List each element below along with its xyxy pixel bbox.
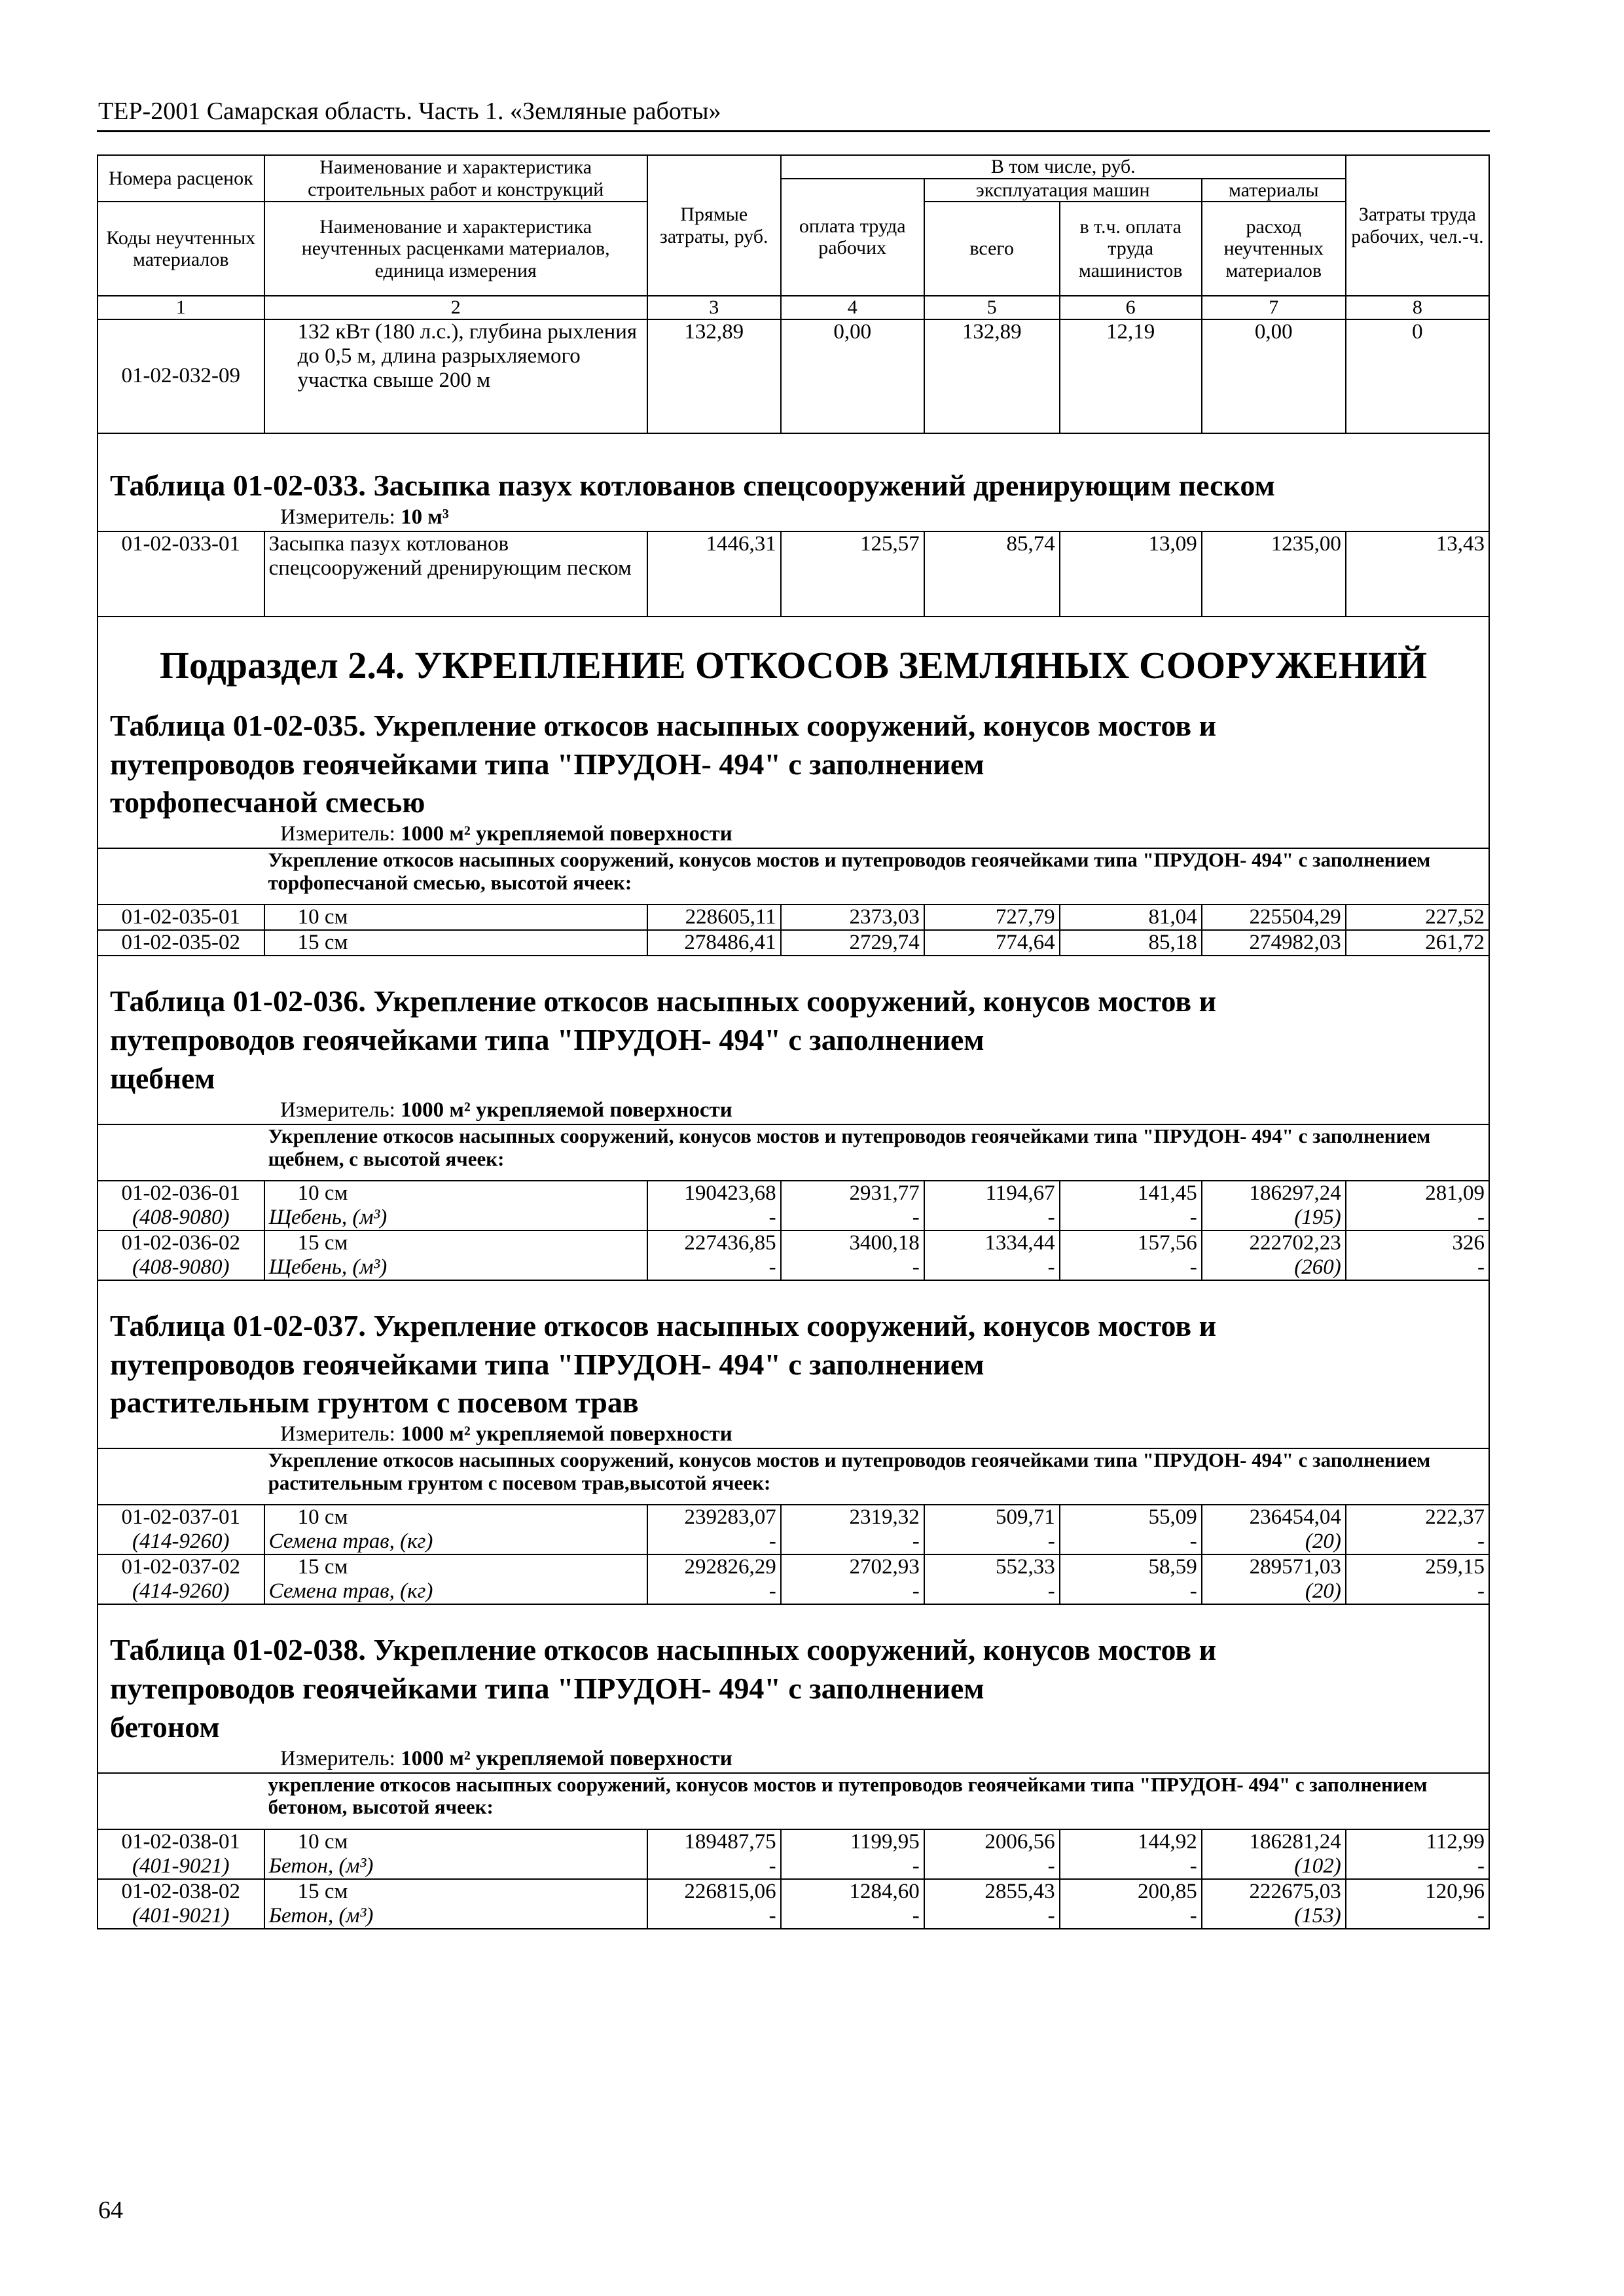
material-value: - xyxy=(647,1904,781,1929)
material-value: - xyxy=(1060,1579,1202,1604)
rate-value: 1199,95 xyxy=(781,1829,924,1854)
rate-value: 125,57 xyxy=(781,531,924,617)
table-033-section xyxy=(97,434,1490,531)
rate-name: 10 см xyxy=(264,1505,647,1530)
rate-value: 774,64 xyxy=(924,930,1060,956)
rate-value: 0,00 xyxy=(781,319,924,433)
material-name: Семена трав, (кг) xyxy=(264,1530,647,1554)
material-value: - xyxy=(647,1255,781,1280)
material-value: - xyxy=(1346,1530,1489,1554)
material-value: - xyxy=(647,1530,781,1554)
rate-value: 236454,04 xyxy=(1202,1505,1346,1530)
table-035 xyxy=(97,848,1490,956)
rate-code: 01-02-032-09 xyxy=(98,319,264,433)
rate-name: 10 см xyxy=(264,1829,647,1854)
material-value: (20) xyxy=(1202,1530,1346,1554)
table-title-cont: путепроводов геоячейками типа "ПРУДОН- 494" с заполнением xyxy=(110,1671,984,1705)
rate-value: 3400,18 xyxy=(781,1230,924,1255)
running-header: ТЕР-2001 Самарская область. Часть 1. «Земляные работы» xyxy=(98,98,721,125)
material-value: - xyxy=(924,1255,1060,1280)
table-title-number: Таблица 01-02-035. xyxy=(110,708,366,742)
material-name: Бетон, (м³) xyxy=(264,1854,647,1879)
rate-value: 85,74 xyxy=(924,531,1060,617)
rate-name: 15 см xyxy=(264,930,647,956)
measure-value: 1000 м² укрепляемой поверхности xyxy=(401,1746,732,1770)
measure-value: 1000 м² укрепляемой поверхности xyxy=(401,1098,732,1122)
measure-label: Измеритель: xyxy=(280,1422,395,1446)
table-036-section xyxy=(97,956,1490,1124)
material-name: Щебень, (м³) xyxy=(264,1206,647,1230)
rate-value: 141,45 xyxy=(1060,1181,1202,1206)
rate-value: 13,09 xyxy=(1060,531,1202,617)
rate-code: 01-02-035-01 xyxy=(98,905,264,930)
rate-value: 281,09 xyxy=(1346,1181,1489,1206)
material-value: - xyxy=(1060,1854,1202,1879)
material-value: - xyxy=(924,1904,1060,1929)
rate-value: 12,19 xyxy=(1060,319,1202,433)
rate-name: 15 см xyxy=(264,1230,647,1255)
rate-value: 2931,77 xyxy=(781,1181,924,1206)
rate-value: 0,00 xyxy=(1202,319,1346,433)
rate-code: 01-02-037-01 xyxy=(98,1505,264,1530)
table-037 xyxy=(97,1448,1490,1605)
measure-value: 10 м³ xyxy=(401,505,449,529)
material-value: - xyxy=(781,1579,924,1604)
material-value: (260) xyxy=(1202,1255,1346,1280)
material-value: - xyxy=(1346,1255,1489,1280)
table-037-section xyxy=(97,1281,1490,1448)
rate-value: 552,33 xyxy=(924,1554,1060,1579)
material-value: (102) xyxy=(1202,1854,1346,1879)
rate-value: 2319,32 xyxy=(781,1505,924,1530)
material-value: - xyxy=(924,1854,1060,1879)
table-title-line: Укрепление откосов насыпных сооружений, конусов мостов и xyxy=(373,1633,1217,1667)
rate-code: 01-02-037-02 xyxy=(98,1554,264,1579)
table-title-number: Таблица 01-02-036. xyxy=(110,984,366,1018)
rate-name: 10 см xyxy=(264,1181,647,1206)
rate-value: 228605,11 xyxy=(647,905,781,930)
rate-value: 144,92 xyxy=(1060,1829,1202,1854)
material-value: - xyxy=(647,1854,781,1879)
table-title xyxy=(98,982,1489,1021)
material-value: - xyxy=(647,1206,781,1230)
col-num: 6 xyxy=(1060,296,1202,319)
table-title-line: Укрепление откосов насыпных сооружений, конусов мостов и xyxy=(373,1308,1217,1342)
material-code: (414-9260) xyxy=(98,1530,264,1554)
rate-value: 85,18 xyxy=(1060,930,1202,956)
material-name: Семена трав, (кг) xyxy=(264,1579,647,1604)
table-title-cont: щебнем xyxy=(110,1061,215,1095)
measure xyxy=(98,1422,1489,1448)
material-value: (153) xyxy=(1202,1904,1346,1929)
material-code: (408-9080) xyxy=(98,1206,264,1230)
table-title xyxy=(98,1307,1489,1346)
rate-value: 227,52 xyxy=(1346,905,1489,930)
measure-label: Измеритель: xyxy=(280,822,395,846)
col-name-bottom: Наименование и характеристика неучтенных расценками материалов, единица измерения xyxy=(264,202,647,296)
rate-value: 1446,31 xyxy=(647,531,781,617)
rate-value: 112,99 xyxy=(1346,1829,1489,1854)
rate-value: 58,59 xyxy=(1060,1554,1202,1579)
measure xyxy=(98,1747,1489,1772)
rate-value: 227436,85 xyxy=(647,1230,781,1255)
table-title-line: Укрепление откосов насыпных сооружений, конусов мостов и xyxy=(373,708,1217,742)
rate-code: 01-02-036-01 xyxy=(98,1181,264,1206)
table-title-cont: путепроводов геоячейками типа "ПРУДОН- 494" с заполнением xyxy=(110,1347,984,1381)
material-value: - xyxy=(1346,1579,1489,1604)
summary-row: Укрепление откосов насыпных сооружений, конусов мостов и путепроводов геоячейками типа "ПРУДОН- 494" с заполнением щебнем, с высотой ячеек: xyxy=(264,1124,1489,1181)
table-title xyxy=(98,1631,1489,1670)
rate-value: 2702,93 xyxy=(781,1554,924,1579)
measure xyxy=(98,505,1489,531)
table-035-section xyxy=(97,707,1490,848)
rate-name: 15 см xyxy=(264,1554,647,1579)
measure-label: Измеритель: xyxy=(280,1098,395,1122)
table-title-cont: торфопесчаной смесью xyxy=(110,785,425,819)
subsection-block xyxy=(97,617,1490,707)
rate-name: 10 см xyxy=(264,905,647,930)
material-value: - xyxy=(1060,1255,1202,1280)
material-value: (20) xyxy=(1202,1579,1346,1604)
rate-value: 200,85 xyxy=(1060,1879,1202,1904)
material-value: - xyxy=(781,1854,924,1879)
rate-value: 239283,07 xyxy=(647,1505,781,1530)
col-wages: оплата труда рабочих xyxy=(781,179,924,296)
col-labor: Затраты труда рабочих, чел.-ч. xyxy=(1346,155,1489,296)
table-title-cont: растительным грунтом с посевом трав xyxy=(110,1386,639,1420)
rate-value: 1235,00 xyxy=(1202,531,1346,617)
rate-code: 01-02-035-02 xyxy=(98,930,264,956)
material-name: Бетон, (м³) xyxy=(264,1904,647,1929)
rate-value: 186281,24 xyxy=(1202,1829,1346,1854)
rate-value: 190423,68 xyxy=(647,1181,781,1206)
table-title-cont: бетоном xyxy=(110,1710,220,1744)
measure-value: 1000 м² укрепляемой поверхности xyxy=(401,1422,732,1446)
rate-code: 01-02-033-01 xyxy=(98,531,264,617)
column-header-table xyxy=(97,154,1490,434)
table-038 xyxy=(97,1772,1490,1929)
material-code: (408-9080) xyxy=(98,1255,264,1280)
rate-name: 15 см xyxy=(264,1879,647,1904)
rate-code: 01-02-038-01 xyxy=(98,1829,264,1854)
rate-name xyxy=(264,319,647,433)
summary-row: Укрепление откосов насыпных сооружений, конусов мостов и путепроводов геоячейками типа "ПРУДОН- 494" с заполнением торфопесчаной смесью, высотой ячеек: xyxy=(264,848,1489,905)
rate-code: 01-02-036-02 xyxy=(98,1230,264,1255)
rate-value: 222675,03 xyxy=(1202,1879,1346,1904)
measure xyxy=(98,1098,1489,1124)
col-name-top: Наименование и характеристика строительных работ и конструкций xyxy=(264,155,647,202)
header-rule xyxy=(97,130,1490,132)
table-038-section xyxy=(97,1605,1490,1772)
table-title-line: Укрепление откосов насыпных сооружений, конусов мостов и xyxy=(373,984,1217,1018)
col-incl: В том числе, руб. xyxy=(781,155,1346,179)
material-value: - xyxy=(781,1904,924,1929)
rate-value: 225504,29 xyxy=(1202,905,1346,930)
col-num: 3 xyxy=(647,296,781,319)
rate-value: 1284,60 xyxy=(781,1879,924,1904)
rate-value: 132,89 xyxy=(647,319,781,433)
rates-sheet xyxy=(97,154,1490,1929)
table-title-number: Таблица 01-02-037. xyxy=(110,1308,366,1342)
rate-value: 259,15 xyxy=(1346,1554,1489,1579)
rate-value: 278486,41 xyxy=(647,930,781,956)
rate-value: 222,37 xyxy=(1346,1505,1489,1530)
rate-value: 1194,67 xyxy=(924,1181,1060,1206)
rate-value: 289571,03 xyxy=(1202,1554,1346,1579)
table-title xyxy=(98,707,1489,745)
col-total: всего xyxy=(924,202,1060,296)
rate-name: Засыпка пазух котлованов спецсооружений дренирующим песком xyxy=(264,531,647,617)
rate-value: 222702,23 xyxy=(1202,1230,1346,1255)
rate-value: 157,56 xyxy=(1060,1230,1202,1255)
page-number: 64 xyxy=(98,2197,123,2224)
material-code: (401-9021) xyxy=(98,1854,264,1879)
col-direct: Прямые затраты, руб. xyxy=(647,155,781,296)
col-num: 7 xyxy=(1202,296,1346,319)
material-value: - xyxy=(924,1206,1060,1230)
measure xyxy=(98,822,1489,848)
rate-value: 292826,29 xyxy=(647,1554,781,1579)
material-value: - xyxy=(1346,1904,1489,1929)
col-num: 5 xyxy=(924,296,1060,319)
rate-value: 727,79 xyxy=(924,905,1060,930)
measure-label: Измеритель: xyxy=(280,1746,395,1770)
material-value: - xyxy=(1060,1904,1202,1929)
table-title-cont: путепроводов геоячейками типа "ПРУДОН- 494" с заполнением xyxy=(110,1023,984,1057)
rate-value: 81,04 xyxy=(1060,905,1202,930)
rate-value: 2373,03 xyxy=(781,905,924,930)
col-materials: материалы xyxy=(1202,179,1346,202)
material-value: - xyxy=(1060,1530,1202,1554)
rate-value: 55,09 xyxy=(1060,1505,1202,1530)
rate-code: 01-02-038-02 xyxy=(98,1879,264,1904)
material-code: (414-9260) xyxy=(98,1579,264,1604)
rate-value: 186297,24 xyxy=(1202,1181,1346,1206)
col-num: 1 xyxy=(98,296,264,319)
material-value: - xyxy=(1346,1854,1489,1879)
material-value: - xyxy=(781,1206,924,1230)
col-num: 8 xyxy=(1346,296,1489,319)
rate-value: 226815,06 xyxy=(647,1879,781,1904)
rate-value: 2855,43 xyxy=(924,1879,1060,1904)
table-title-number: Таблица 01-02-038. xyxy=(110,1633,366,1667)
rate-value: 509,71 xyxy=(924,1505,1060,1530)
table-033 xyxy=(97,531,1490,617)
col-machines: эксплуатация машин xyxy=(924,179,1202,202)
material-value: - xyxy=(1060,1206,1202,1230)
material-value: - xyxy=(781,1530,924,1554)
material-code: (401-9021) xyxy=(98,1904,264,1929)
measure-label: Измеритель: xyxy=(280,505,395,529)
rate-name-text: 132 кВт (180 л.с.), глубина рыхления до 0,5 м, длина разрыхляемого участка свыше 200 м xyxy=(297,319,638,392)
material-name: Щебень, (м³) xyxy=(264,1255,647,1280)
material-value: (195) xyxy=(1202,1206,1346,1230)
col-code-bottom: Коды неучтенных материалов xyxy=(98,202,264,296)
material-value: - xyxy=(781,1255,924,1280)
col-num: 4 xyxy=(781,296,924,319)
summary-row: укрепление откосов насыпных сооружений, конусов мостов и путепроводов геоячейками типа "ПРУДОН- 494" с заполнением бетоном, высотой ячеек: xyxy=(264,1773,1489,1829)
rate-value: 1334,44 xyxy=(924,1230,1060,1255)
measure-value: 1000 м² укрепляемой поверхности xyxy=(401,822,732,846)
rate-value: 2006,56 xyxy=(924,1829,1060,1854)
rate-value: 2729,74 xyxy=(781,930,924,956)
material-value: - xyxy=(924,1579,1060,1604)
col-code-top: Номера расценок xyxy=(98,155,264,202)
rate-value: 326 xyxy=(1346,1230,1489,1255)
table-title-cont: путепроводов геоячейками типа "ПРУДОН- 494" с заполнением xyxy=(110,747,984,781)
rate-value: 261,72 xyxy=(1346,930,1489,956)
material-value: - xyxy=(1346,1206,1489,1230)
rate-value: 274982,03 xyxy=(1202,930,1346,956)
table-036 xyxy=(97,1124,1490,1281)
col-num: 2 xyxy=(264,296,647,319)
summary-row: Укрепление откосов насыпных сооружений, конусов мостов и путепроводов геоячейками типа "ПРУДОН- 494" с заполнением растительным грунтом с посевом трав,высотой ячеек: xyxy=(264,1448,1489,1505)
rate-value: 120,96 xyxy=(1346,1879,1489,1904)
material-value: - xyxy=(924,1530,1060,1554)
rate-value: 0 xyxy=(1346,319,1489,433)
rate-value: 13,43 xyxy=(1346,531,1489,617)
col-incl-wages: в т.ч. оплата труда машинистов xyxy=(1060,202,1202,296)
rate-value: 189487,75 xyxy=(647,1829,781,1854)
table-title: Таблица 01-02-033. Засыпка пазух котлованов спецсооружений дренирующим песком xyxy=(110,468,1275,502)
material-value: - xyxy=(647,1579,781,1604)
subsection-title: Подраздел 2.4. УКРЕПЛЕНИЕ ОТКОСОВ ЗЕМЛЯНЫХ СООРУЖЕНИЙ xyxy=(159,643,1428,687)
rate-value: 132,89 xyxy=(924,319,1060,433)
col-unaccounted: расход неучтенных материалов xyxy=(1202,202,1346,296)
